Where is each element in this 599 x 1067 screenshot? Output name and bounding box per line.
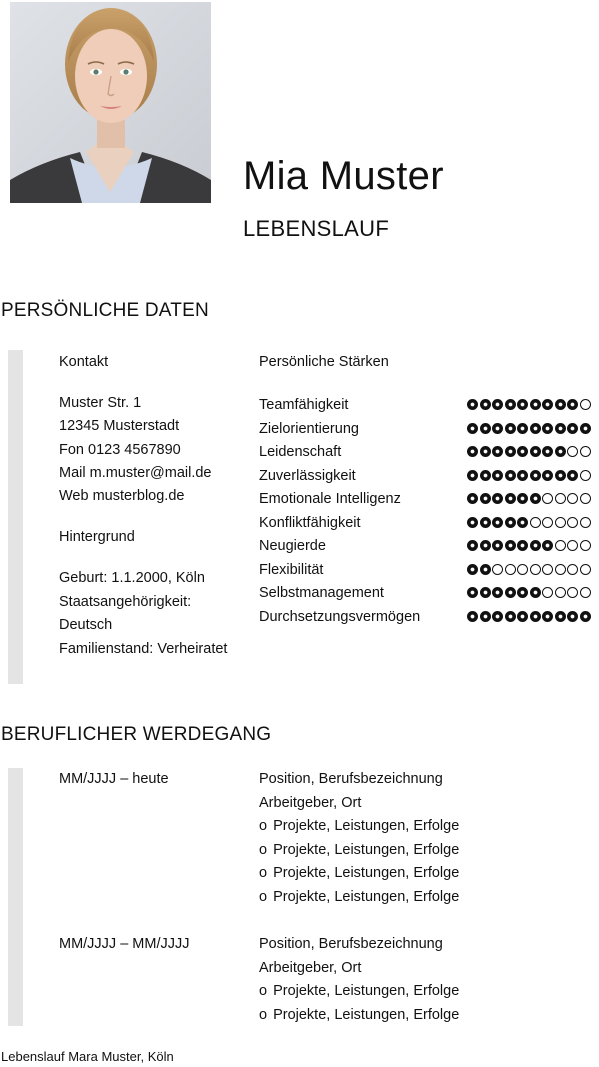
rating-dot-empty (567, 564, 578, 575)
strength-rating (467, 517, 591, 529)
mail-text: Mail m.muster@mail.de (59, 465, 212, 481)
rating-dot-filled (492, 587, 503, 598)
rating-dot-filled (517, 517, 528, 528)
nationality-value: Deutsch (59, 617, 113, 633)
rating-dot-filled (467, 470, 478, 481)
rating-dot-empty (580, 493, 591, 504)
rating-dot-empty (542, 517, 553, 528)
strengths-heading: Persönliche Stärken (259, 354, 389, 370)
rating-dot-filled (492, 493, 503, 504)
strength-label: Teamfähigkeit (259, 397, 349, 413)
strength-label: Leidenschaft (259, 444, 342, 460)
rating-dot-filled (580, 611, 591, 622)
bullet-mark: o (259, 888, 268, 905)
rating-dot-filled (555, 423, 566, 434)
footer-text: Lebenslauf Mara Muster, Köln (1, 1049, 174, 1064)
web-text: Web musterblog.de (59, 488, 185, 504)
birth-text: Geburt: 1.1.2000, Köln (59, 570, 205, 586)
rating-dot-filled (492, 470, 503, 481)
strength-label: Konfliktfähigkeit (259, 514, 361, 531)
rating-dot-filled (530, 446, 541, 457)
rating-dot-empty (555, 564, 566, 575)
candidate-name: Mia Muster (243, 154, 444, 198)
contact-heading: Kontakt (59, 354, 109, 370)
rating-dot-empty (530, 564, 541, 575)
rating-dot-filled (517, 587, 528, 598)
rating-dot-filled (542, 540, 553, 551)
rating-dot-filled (505, 470, 516, 481)
rating-dot-filled (530, 611, 541, 622)
rating-dot-filled (555, 446, 566, 457)
strength-rating (467, 564, 591, 576)
career-position: Position, Berufsbezeichnung (259, 771, 443, 787)
rating-dot-filled (517, 470, 528, 481)
strength-rating (467, 587, 591, 599)
bullet-mark: o (259, 865, 268, 881)
rating-dot-filled (467, 493, 478, 504)
background-heading: Hintergrund (59, 529, 135, 545)
strength-rating (467, 446, 591, 458)
rating-dot-filled (505, 399, 516, 410)
rating-dot-filled (492, 423, 503, 434)
rating-dot-empty (555, 493, 566, 504)
career-bullet (259, 1006, 459, 1024)
rating-dot-empty (555, 517, 566, 528)
rating-dot-empty (492, 564, 503, 575)
rating-dot-empty (542, 587, 553, 598)
bullet-mark: o (259, 841, 268, 858)
rating-dot-filled (567, 611, 578, 622)
rating-dot-filled (530, 493, 541, 504)
rating-dot-filled (505, 611, 516, 622)
career-position: Position, Berufsbezeichnung (259, 936, 443, 952)
bullet-text: Projekte, Leistungen, Erfolge (273, 1006, 460, 1023)
career-period: MM/JJJJ – MM/JJJJ (59, 936, 190, 952)
profile-photo (10, 2, 211, 203)
bullet-text: Projekte, Leistungen, Erfolge (273, 888, 460, 905)
rating-dot-filled (530, 587, 541, 598)
rating-dot-filled (567, 470, 578, 481)
strength-label: Flexibilität (259, 561, 324, 578)
strength-rating (467, 540, 591, 552)
strength-rating (467, 423, 591, 435)
rating-dot-filled (555, 399, 566, 410)
rating-dot-filled (492, 399, 503, 410)
career-employer: Arbeitgeber, Ort (259, 794, 362, 811)
rating-dot-empty (542, 564, 553, 575)
rating-dot-empty (580, 587, 591, 598)
strength-rating (467, 493, 591, 505)
rating-dot-filled (580, 423, 591, 434)
rating-dot-filled (505, 517, 516, 528)
rating-dot-filled (467, 587, 478, 598)
rating-dot-filled (505, 540, 516, 551)
rating-dot-filled (530, 399, 541, 410)
rating-dot-filled (542, 611, 553, 622)
rating-dot-filled (517, 446, 528, 457)
rating-dot-filled (505, 587, 516, 598)
rating-dot-filled (480, 611, 491, 622)
rating-dot-filled (467, 446, 478, 457)
rating-dot-empty (530, 517, 541, 528)
rating-dot-filled (492, 540, 503, 551)
rating-dot-filled (492, 446, 503, 457)
rating-dot-empty (567, 540, 578, 551)
bullet-mark: o (259, 983, 268, 999)
document-subtitle: LEBENSLAUF (243, 216, 390, 241)
bullet-text: Projekte, Leistungen, Erfolge (273, 865, 460, 881)
rating-dot-empty (580, 540, 591, 551)
rating-dot-empty (580, 517, 591, 528)
rating-dot-filled (505, 446, 516, 457)
bullet-text: Projekte, Leistungen, Erfolge (273, 818, 460, 834)
rating-dot-empty (555, 540, 566, 551)
career-bullet (259, 864, 459, 882)
rating-dot-filled (505, 493, 516, 504)
rating-dot-empty (567, 517, 578, 528)
strength-label: Zielorientierung (259, 420, 359, 437)
rating-dot-filled (567, 399, 578, 410)
rating-dot-filled (480, 517, 491, 528)
strength-label: Zuverlässigkeit (259, 467, 356, 484)
rating-dot-empty (580, 564, 591, 575)
rating-dot-filled (467, 399, 478, 410)
section-accent-bar (8, 350, 23, 684)
rating-dot-filled (480, 399, 491, 410)
rating-dot-filled (517, 399, 528, 410)
strength-rating (467, 399, 591, 411)
rating-dot-filled (505, 423, 516, 434)
rating-dot-filled (467, 611, 478, 622)
strength-label: Durchsetzungsvermögen (259, 608, 421, 625)
rating-dot-filled (530, 470, 541, 481)
rating-dot-filled (555, 470, 566, 481)
rating-dot-empty (580, 446, 591, 457)
strength-rating (467, 611, 591, 623)
rating-dot-filled (480, 564, 491, 575)
phone-text: Fon 0123 4567890 (59, 442, 181, 458)
address-line: Muster Str. 1 (59, 395, 142, 411)
rating-dot-empty (517, 564, 528, 575)
career-bullet (259, 841, 459, 859)
rating-dot-filled (530, 423, 541, 434)
rating-dot-filled (480, 446, 491, 457)
rating-dot-filled (467, 517, 478, 528)
bullet-text: Projekte, Leistungen, Erfolge (273, 841, 460, 858)
rating-dot-empty (567, 446, 578, 457)
career-period: MM/JJJJ – heute (59, 771, 169, 787)
strength-label: Neugierde (259, 538, 326, 554)
rating-dot-filled (492, 611, 503, 622)
address-line: 12345 Musterstadt (59, 418, 180, 434)
nationality-label: Staatsangehörigkeit: (59, 594, 192, 610)
career-bullet (259, 817, 459, 835)
rating-dot-filled (555, 611, 566, 622)
rating-dot-filled (530, 540, 541, 551)
rating-dot-filled (517, 540, 528, 551)
career-employer: Arbeitgeber, Ort (259, 959, 362, 976)
rating-dot-empty (580, 399, 591, 410)
rating-dot-filled (467, 564, 478, 575)
career-bullet (259, 888, 459, 906)
bullet-mark: o (259, 818, 268, 834)
rating-dot-filled (492, 517, 503, 528)
rating-dot-filled (480, 423, 491, 434)
rating-dot-filled (542, 446, 553, 457)
rating-dot-filled (542, 423, 553, 434)
section-title-personal: PERSÖNLICHE DATEN (1, 300, 209, 321)
rating-dot-empty (580, 470, 591, 481)
rating-dot-filled (467, 540, 478, 551)
rating-dot-filled (517, 493, 528, 504)
rating-dot-empty (567, 587, 578, 598)
rating-dot-filled (480, 540, 491, 551)
rating-dot-empty (567, 493, 578, 504)
rating-dot-empty (555, 587, 566, 598)
section-title-career: BERUFLICHER WERDEGANG (1, 724, 272, 745)
marital-status: Familienstand: Verheiratet (59, 641, 228, 657)
rating-dot-filled (517, 611, 528, 622)
rating-dot-filled (480, 587, 491, 598)
rating-dot-empty (542, 493, 553, 504)
strength-label: Selbstmanagement (259, 585, 384, 601)
rating-dot-filled (567, 423, 578, 434)
strength-rating (467, 470, 591, 482)
rating-dot-filled (480, 470, 491, 481)
section-accent-bar (8, 768, 23, 1026)
rating-dot-filled (542, 470, 553, 481)
rating-dot-filled (542, 399, 553, 410)
rating-dot-empty (505, 564, 516, 575)
bullet-text: Projekte, Leistungen, Erfolge (273, 983, 460, 999)
strength-label: Emotionale Intelligenz (259, 491, 401, 507)
bullet-mark: o (259, 1006, 268, 1023)
career-bullet (259, 982, 459, 1000)
rating-dot-filled (467, 423, 478, 434)
rating-dot-filled (480, 493, 491, 504)
rating-dot-filled (517, 423, 528, 434)
